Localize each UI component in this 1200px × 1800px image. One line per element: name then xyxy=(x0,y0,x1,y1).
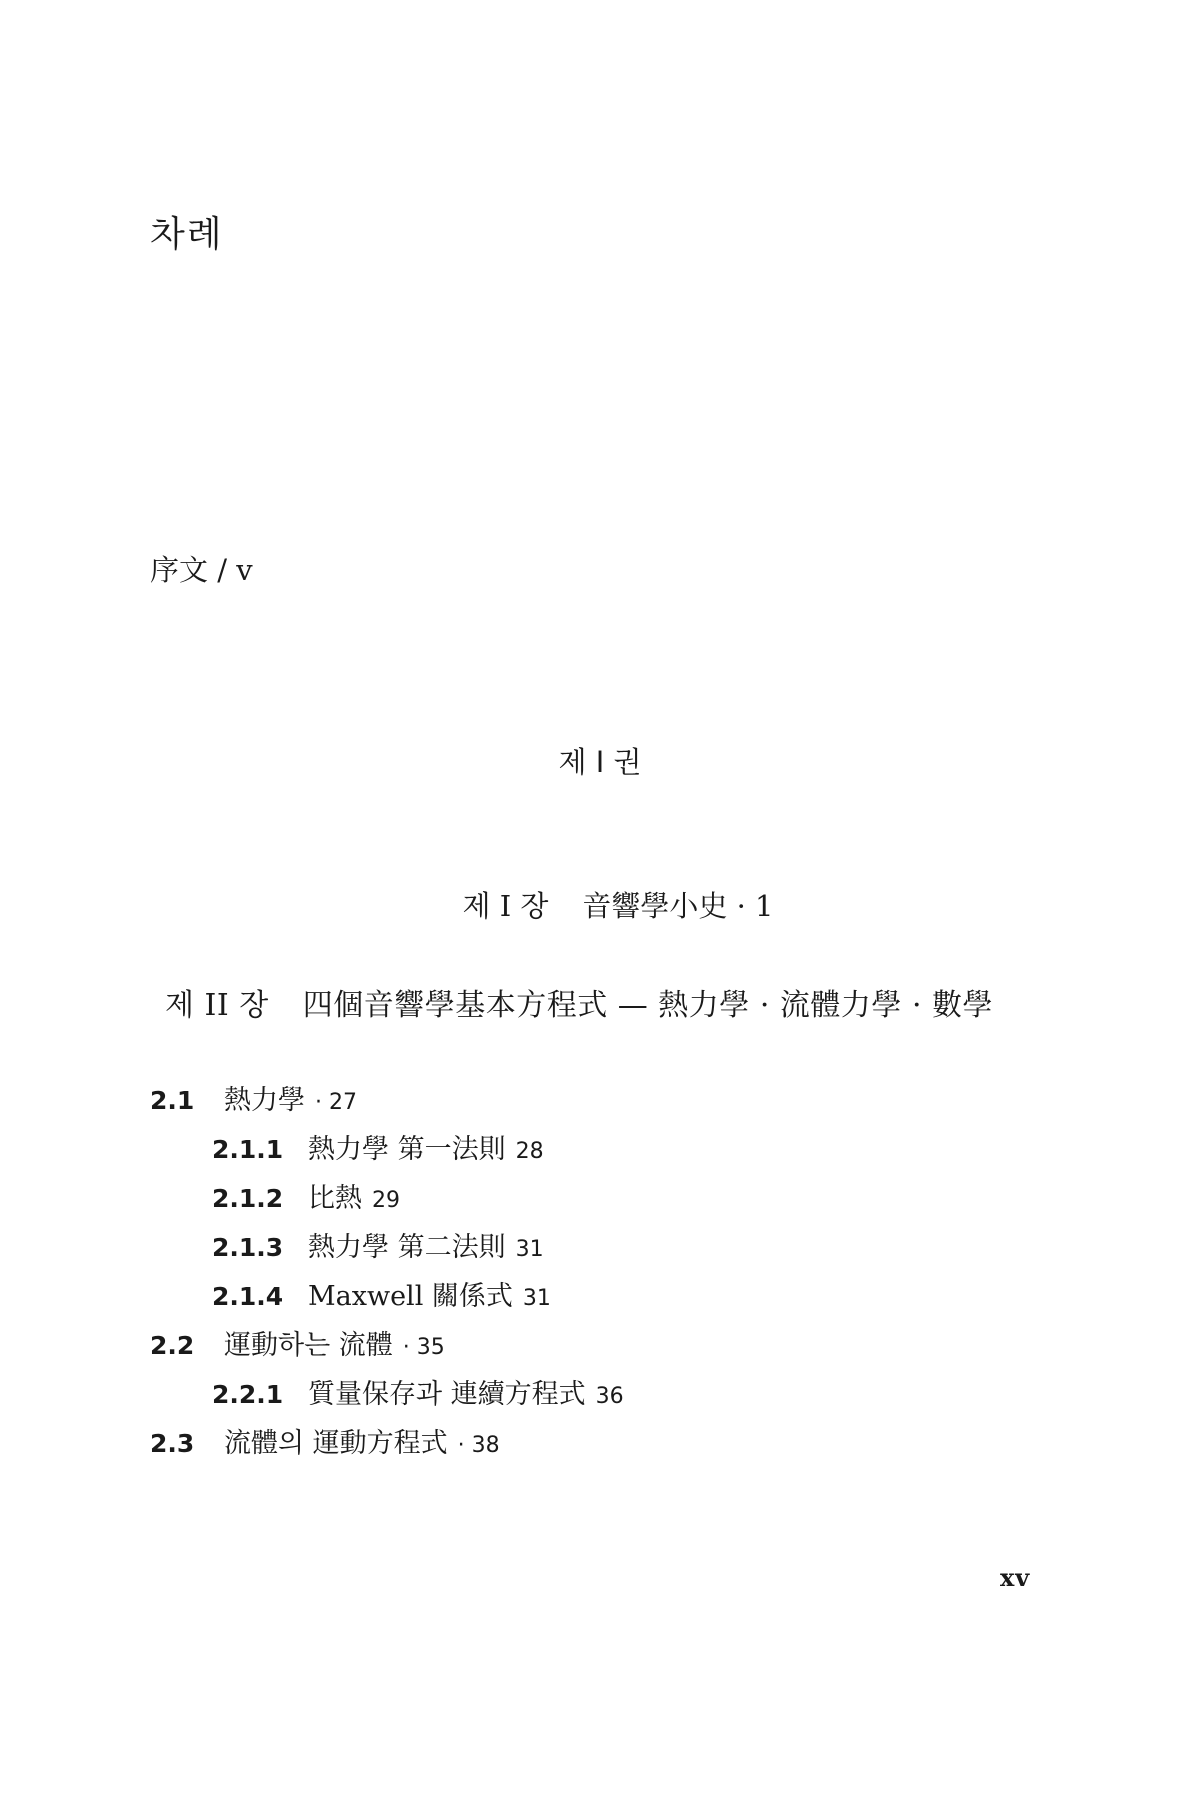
toc-entry xyxy=(150,1125,1050,1174)
entry-page: · 38 xyxy=(457,1433,500,1458)
toc-entry-list xyxy=(150,1076,1050,1468)
entry-number: 2.2 xyxy=(150,1331,195,1360)
entry-title: 熱力學 第一法則 xyxy=(308,1134,506,1165)
entry-page: · 27 xyxy=(315,1090,357,1115)
chapter-1-label: 제 I 장 xyxy=(462,889,549,923)
chapter-2-title: 四個音響學基本方程式 — 熱力學 · 流體力學 · 數學 xyxy=(302,988,994,1023)
entry-number: 2.1 xyxy=(150,1086,195,1115)
chapter-2-heading xyxy=(165,980,993,1024)
toc-entry xyxy=(150,1321,1050,1370)
toc-entry xyxy=(150,1174,1050,1223)
toc-entry xyxy=(150,1370,1050,1419)
entry-title: 熱力學 xyxy=(224,1085,305,1116)
toc-entry xyxy=(150,1076,1050,1125)
preface-entry: 序文 / v xyxy=(150,553,253,587)
entry-page: 29 xyxy=(372,1188,400,1213)
chapter-1-heading xyxy=(0,884,1200,925)
toc-entry xyxy=(150,1223,1050,1272)
entry-number: 2.1.4 xyxy=(212,1282,284,1311)
chapter-2-label: 제 II 장 xyxy=(165,988,269,1023)
entry-title: 運動하는 流體 xyxy=(224,1330,393,1361)
entry-number: 2.1.2 xyxy=(212,1184,284,1213)
entry-title: 流體의 運動方程式 xyxy=(224,1428,448,1459)
entry-title: 比熱 xyxy=(308,1183,362,1214)
toc-heading: 차례 xyxy=(150,214,224,255)
entry-page: 31 xyxy=(515,1237,544,1262)
entry-number: 2.3 xyxy=(150,1429,195,1458)
entry-page: 28 xyxy=(515,1139,544,1164)
toc-entry xyxy=(150,1419,1050,1468)
entry-title: 質量保存과 連續方程式 xyxy=(308,1379,586,1410)
entry-number: 2.2.1 xyxy=(212,1380,284,1409)
entry-page: · 35 xyxy=(402,1335,445,1360)
entry-page: 36 xyxy=(595,1384,624,1409)
entry-number: 2.1.3 xyxy=(212,1233,284,1262)
entry-title: Maxwell 關係式 xyxy=(308,1281,513,1312)
entry-title: 熱力學 第二法則 xyxy=(308,1232,506,1263)
entry-page: 31 xyxy=(522,1286,551,1311)
chapter-1-title: 音響學小史 · 1 xyxy=(582,889,774,923)
entry-number: 2.1.1 xyxy=(212,1135,284,1164)
page-number: xv xyxy=(1000,1563,1031,1592)
toc-entry xyxy=(150,1272,1050,1321)
volume-heading: 제 I 권 xyxy=(558,745,642,779)
